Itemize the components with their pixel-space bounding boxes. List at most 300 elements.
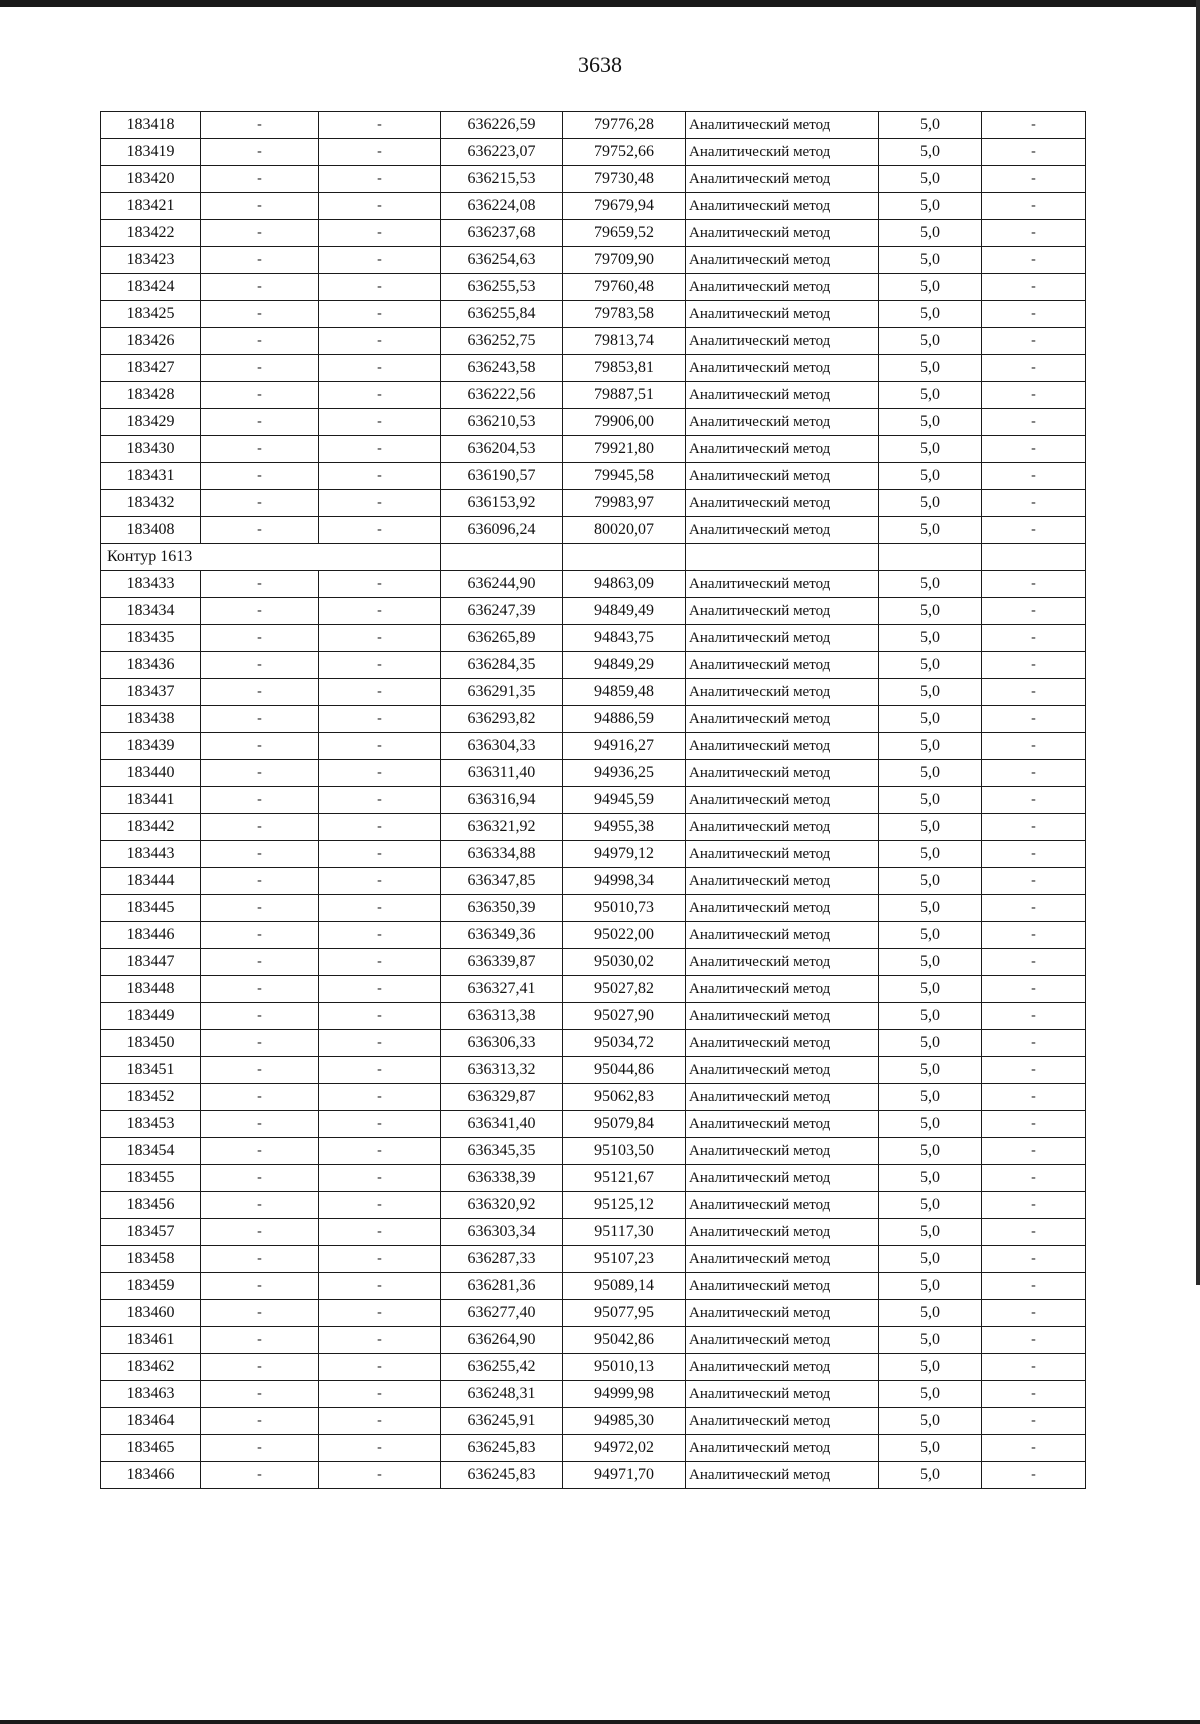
y-coordinate-cell: 94945,59 [563, 787, 686, 814]
empty-mark-cell: - [201, 1219, 319, 1246]
point-id-cell: 183419 [101, 139, 201, 166]
table-row [101, 949, 1086, 976]
x-coordinate-cell: 636204,53 [441, 436, 563, 463]
table-row [101, 787, 1086, 814]
y-coordinate-cell: 95089,14 [563, 1273, 686, 1300]
y-coordinate-cell: 95062,83 [563, 1084, 686, 1111]
table-row [101, 733, 1086, 760]
point-id-cell: 183448 [101, 976, 201, 1003]
table-row [101, 598, 1086, 625]
empty-mark-cell: - [201, 1111, 319, 1138]
method-cell: Аналитический метод [686, 436, 879, 463]
empty-mark-cell: - [319, 625, 441, 652]
point-id-cell: 183440 [101, 760, 201, 787]
y-coordinate-cell: 79783,58 [563, 301, 686, 328]
y-coordinate-cell: 95010,13 [563, 1354, 686, 1381]
accuracy-cell: 5,0 [879, 436, 982, 463]
y-coordinate-cell: 95044,86 [563, 1057, 686, 1084]
empty-mark-cell: - [201, 1084, 319, 1111]
table-row [101, 868, 1086, 895]
table-row [101, 139, 1086, 166]
empty-mark-cell: - [201, 301, 319, 328]
y-coordinate-cell: 95121,67 [563, 1165, 686, 1192]
method-cell: Аналитический метод [686, 1435, 879, 1462]
empty-mark-cell: - [319, 760, 441, 787]
empty-mark-cell: - [982, 193, 1086, 220]
accuracy-cell: 5,0 [879, 760, 982, 787]
point-id-cell: 183460 [101, 1300, 201, 1327]
table-row [101, 625, 1086, 652]
point-id-cell: 183431 [101, 463, 201, 490]
y-coordinate-cell: 95010,73 [563, 895, 686, 922]
point-id-cell: 183446 [101, 922, 201, 949]
accuracy-cell: 5,0 [879, 949, 982, 976]
point-id-cell: 183429 [101, 409, 201, 436]
empty-mark-cell: - [982, 490, 1086, 517]
empty-mark-cell: - [982, 463, 1086, 490]
x-coordinate-cell: 636321,92 [441, 814, 563, 841]
empty-mark-cell: - [982, 814, 1086, 841]
empty-mark-cell: - [982, 949, 1086, 976]
empty-mark-cell: - [201, 1408, 319, 1435]
accuracy-cell: 5,0 [879, 463, 982, 490]
accuracy-cell: 5,0 [879, 355, 982, 382]
method-cell: Аналитический метод [686, 382, 879, 409]
table-row [101, 490, 1086, 517]
accuracy-cell: 5,0 [879, 301, 982, 328]
empty-mark-cell: - [982, 247, 1086, 274]
accuracy-cell: 5,0 [879, 625, 982, 652]
x-coordinate-cell: 636345,35 [441, 1138, 563, 1165]
table-row [101, 1462, 1086, 1489]
x-coordinate-cell: 636347,85 [441, 868, 563, 895]
empty-mark-cell: - [319, 436, 441, 463]
method-cell: Аналитический метод [686, 841, 879, 868]
empty-mark-cell: - [982, 1138, 1086, 1165]
accuracy-cell: 5,0 [879, 1111, 982, 1138]
empty-mark-cell: - [319, 1003, 441, 1030]
accuracy-cell: 5,0 [879, 814, 982, 841]
point-id-cell: 183422 [101, 220, 201, 247]
empty-mark-cell: - [319, 1219, 441, 1246]
empty-mark-cell: - [982, 1462, 1086, 1489]
accuracy-cell: 5,0 [879, 139, 982, 166]
method-cell: Аналитический метод [686, 355, 879, 382]
table-row [101, 679, 1086, 706]
contour-label: Контур 1613 [101, 544, 441, 571]
method-cell: Аналитический метод [686, 1354, 879, 1381]
empty-mark-cell: - [201, 1462, 319, 1489]
empty-mark-cell: - [982, 1273, 1086, 1300]
point-id-cell: 183425 [101, 301, 201, 328]
method-cell: Аналитический метод [686, 787, 879, 814]
empty-mark-cell: - [982, 760, 1086, 787]
empty-mark-cell: - [982, 706, 1086, 733]
x-coordinate-cell: 636327,41 [441, 976, 563, 1003]
x-coordinate-cell: 636306,33 [441, 1030, 563, 1057]
method-cell: Аналитический метод [686, 571, 879, 598]
empty-mark-cell: - [201, 1300, 319, 1327]
table-row [101, 1300, 1086, 1327]
empty-mark-cell: - [201, 1192, 319, 1219]
method-cell: Аналитический метод [686, 274, 879, 301]
empty-mark-cell: - [319, 274, 441, 301]
y-coordinate-cell: 79709,90 [563, 247, 686, 274]
point-id-cell: 183452 [101, 1084, 201, 1111]
table-row [101, 274, 1086, 301]
empty-mark-cell: - [982, 1435, 1086, 1462]
empty-mark-cell: - [982, 166, 1086, 193]
empty-mark-cell: - [201, 571, 319, 598]
table-row [101, 1408, 1086, 1435]
table-row [101, 1435, 1086, 1462]
empty-mark-cell: - [319, 382, 441, 409]
empty-mark-cell: - [982, 1381, 1086, 1408]
empty-mark-cell: - [319, 1300, 441, 1327]
point-id-cell: 183450 [101, 1030, 201, 1057]
x-coordinate-cell: 636224,08 [441, 193, 563, 220]
y-coordinate-cell: 95034,72 [563, 1030, 686, 1057]
y-coordinate-cell: 94999,98 [563, 1381, 686, 1408]
empty-mark-cell: - [201, 652, 319, 679]
y-coordinate-cell: 94998,34 [563, 868, 686, 895]
x-coordinate-cell: 636265,89 [441, 625, 563, 652]
coordinates-table [100, 111, 1086, 1489]
point-id-cell: 183430 [101, 436, 201, 463]
accuracy-cell: 5,0 [879, 1462, 982, 1489]
empty-mark-cell: - [319, 1354, 441, 1381]
y-coordinate-cell: 94972,02 [563, 1435, 686, 1462]
x-coordinate-cell: 636311,40 [441, 760, 563, 787]
accuracy-cell: 5,0 [879, 220, 982, 247]
accuracy-cell: 5,0 [879, 1219, 982, 1246]
x-coordinate-cell: 636190,57 [441, 463, 563, 490]
x-coordinate-cell: 636339,87 [441, 949, 563, 976]
point-id-cell: 183454 [101, 1138, 201, 1165]
x-coordinate-cell: 636252,75 [441, 328, 563, 355]
point-id-cell: 183457 [101, 1219, 201, 1246]
point-id-cell: 183463 [101, 1381, 201, 1408]
y-coordinate-cell: 94955,38 [563, 814, 686, 841]
empty-mark-cell: - [319, 247, 441, 274]
empty-mark-cell: - [319, 112, 441, 139]
empty-mark-cell: - [982, 1111, 1086, 1138]
empty-mark-cell: - [982, 274, 1086, 301]
empty-mark-cell: - [982, 328, 1086, 355]
empty-mark-cell: - [319, 1057, 441, 1084]
y-coordinate-cell: 95107,23 [563, 1246, 686, 1273]
x-coordinate-cell: 636313,32 [441, 1057, 563, 1084]
method-cell: Аналитический метод [686, 139, 879, 166]
empty-mark-cell: - [319, 652, 441, 679]
empty-mark-cell: - [201, 382, 319, 409]
scan-edge-bottom [0, 1720, 1200, 1724]
accuracy-cell: 5,0 [879, 706, 982, 733]
point-id-cell: 183443 [101, 841, 201, 868]
empty-mark-cell: - [201, 814, 319, 841]
method-cell: Аналитический метод [686, 1057, 879, 1084]
empty-mark-cell: - [201, 166, 319, 193]
empty-mark-cell: - [201, 1030, 319, 1057]
empty-mark-cell: - [201, 625, 319, 652]
accuracy-cell: 5,0 [879, 1327, 982, 1354]
x-coordinate-cell: 636264,90 [441, 1327, 563, 1354]
method-cell: Аналитический метод [686, 922, 879, 949]
table-row [101, 1327, 1086, 1354]
method-cell: Аналитический метод [686, 625, 879, 652]
method-cell: Аналитический метод [686, 220, 879, 247]
table-row [101, 760, 1086, 787]
empty-mark-cell: - [982, 895, 1086, 922]
empty-mark-cell: - [319, 733, 441, 760]
empty-mark-cell: - [201, 868, 319, 895]
point-id-cell: 183459 [101, 1273, 201, 1300]
x-coordinate-cell: 636255,42 [441, 1354, 563, 1381]
accuracy-cell: 5,0 [879, 1354, 982, 1381]
method-cell: Аналитический метод [686, 1462, 879, 1489]
x-coordinate-cell: 636316,94 [441, 787, 563, 814]
method-cell: Аналитический метод [686, 1300, 879, 1327]
table-row [101, 1273, 1086, 1300]
table-row [101, 1030, 1086, 1057]
method-cell: Аналитический метод [686, 1192, 879, 1219]
empty-mark-cell: - [982, 112, 1086, 139]
empty-mark-cell: - [201, 193, 319, 220]
empty-mark-cell: - [319, 328, 441, 355]
empty-mark-cell: - [201, 409, 319, 436]
table-row [101, 193, 1086, 220]
empty-mark-cell: - [982, 409, 1086, 436]
point-id-cell: 183464 [101, 1408, 201, 1435]
x-coordinate-cell: 636244,90 [441, 571, 563, 598]
method-cell: Аналитический метод [686, 517, 879, 544]
empty-mark-cell: - [982, 1219, 1086, 1246]
x-coordinate-cell: 636304,33 [441, 733, 563, 760]
empty-mark-cell: - [201, 1003, 319, 1030]
table-row [101, 436, 1086, 463]
empty-mark-cell: - [319, 1084, 441, 1111]
point-id-cell: 183441 [101, 787, 201, 814]
method-cell: Аналитический метод [686, 1327, 879, 1354]
accuracy-cell: 5,0 [879, 1165, 982, 1192]
x-coordinate-cell: 636255,84 [441, 301, 563, 328]
empty-mark-cell: - [982, 733, 1086, 760]
y-coordinate-cell: 94916,27 [563, 733, 686, 760]
point-id-cell: 183408 [101, 517, 201, 544]
method-cell: Аналитический метод [686, 976, 879, 1003]
point-id-cell: 183424 [101, 274, 201, 301]
accuracy-cell: 5,0 [879, 274, 982, 301]
table-row [101, 355, 1086, 382]
empty-mark-cell: - [982, 436, 1086, 463]
point-id-cell: 183434 [101, 598, 201, 625]
empty-mark-cell: - [201, 706, 319, 733]
table-row [101, 706, 1086, 733]
accuracy-cell: 5,0 [879, 382, 982, 409]
method-cell: Аналитический метод [686, 328, 879, 355]
method-cell: Аналитический метод [686, 1003, 879, 1030]
empty-mark-cell: - [982, 1084, 1086, 1111]
empty-mark-cell: - [982, 625, 1086, 652]
empty-cell [441, 544, 563, 571]
x-coordinate-cell: 636248,31 [441, 1381, 563, 1408]
point-id-cell: 183466 [101, 1462, 201, 1489]
y-coordinate-cell: 79752,66 [563, 139, 686, 166]
x-coordinate-cell: 636334,88 [441, 841, 563, 868]
empty-mark-cell: - [319, 301, 441, 328]
empty-mark-cell: - [201, 679, 319, 706]
y-coordinate-cell: 95103,50 [563, 1138, 686, 1165]
method-cell: Аналитический метод [686, 463, 879, 490]
accuracy-cell: 5,0 [879, 1435, 982, 1462]
table-row [101, 1165, 1086, 1192]
accuracy-cell: 5,0 [879, 652, 982, 679]
accuracy-cell: 5,0 [879, 787, 982, 814]
table-row [101, 517, 1086, 544]
x-coordinate-cell: 636226,59 [441, 112, 563, 139]
point-id-cell: 183449 [101, 1003, 201, 1030]
table-row [101, 1219, 1086, 1246]
point-id-cell: 183462 [101, 1354, 201, 1381]
method-cell: Аналитический метод [686, 1273, 879, 1300]
empty-mark-cell: - [982, 1192, 1086, 1219]
empty-cell [879, 544, 982, 571]
empty-mark-cell: - [982, 841, 1086, 868]
accuracy-cell: 5,0 [879, 1057, 982, 1084]
empty-cell [982, 544, 1086, 571]
point-id-cell: 183453 [101, 1111, 201, 1138]
y-coordinate-cell: 94849,49 [563, 598, 686, 625]
empty-cell [563, 544, 686, 571]
empty-mark-cell: - [319, 517, 441, 544]
method-cell: Аналитический метод [686, 1084, 879, 1111]
x-coordinate-cell: 636313,38 [441, 1003, 563, 1030]
empty-mark-cell: - [982, 787, 1086, 814]
method-cell: Аналитический метод [686, 679, 879, 706]
method-cell: Аналитический метод [686, 1111, 879, 1138]
empty-mark-cell: - [982, 1246, 1086, 1273]
empty-mark-cell: - [201, 1354, 319, 1381]
empty-cell [686, 544, 879, 571]
accuracy-cell: 5,0 [879, 868, 982, 895]
accuracy-cell: 5,0 [879, 679, 982, 706]
accuracy-cell: 5,0 [879, 1246, 982, 1273]
empty-mark-cell: - [201, 1327, 319, 1354]
empty-mark-cell: - [982, 652, 1086, 679]
method-cell: Аналитический метод [686, 868, 879, 895]
point-id-cell: 183421 [101, 193, 201, 220]
point-id-cell: 183426 [101, 328, 201, 355]
x-coordinate-cell: 636320,92 [441, 1192, 563, 1219]
point-id-cell: 183447 [101, 949, 201, 976]
method-cell: Аналитический метод [686, 1165, 879, 1192]
x-coordinate-cell: 636303,34 [441, 1219, 563, 1246]
point-id-cell: 183456 [101, 1192, 201, 1219]
accuracy-cell: 5,0 [879, 733, 982, 760]
empty-mark-cell: - [319, 166, 441, 193]
method-cell: Аналитический метод [686, 1408, 879, 1435]
table-row [101, 1003, 1086, 1030]
empty-mark-cell: - [319, 1327, 441, 1354]
accuracy-cell: 5,0 [879, 247, 982, 274]
empty-mark-cell: - [201, 787, 319, 814]
table-row [101, 1246, 1086, 1273]
accuracy-cell: 5,0 [879, 1273, 982, 1300]
table-row [101, 1354, 1086, 1381]
x-coordinate-cell: 636245,91 [441, 1408, 563, 1435]
method-cell: Аналитический метод [686, 598, 879, 625]
table-row [101, 220, 1086, 247]
y-coordinate-cell: 79776,28 [563, 112, 686, 139]
empty-mark-cell: - [982, 517, 1086, 544]
empty-mark-cell: - [982, 976, 1086, 1003]
y-coordinate-cell: 94886,59 [563, 706, 686, 733]
point-id-cell: 183445 [101, 895, 201, 922]
point-id-cell: 183427 [101, 355, 201, 382]
table-row [101, 1084, 1086, 1111]
y-coordinate-cell: 95030,02 [563, 949, 686, 976]
empty-mark-cell: - [319, 814, 441, 841]
accuracy-cell: 5,0 [879, 976, 982, 1003]
empty-mark-cell: - [201, 949, 319, 976]
empty-mark-cell: - [201, 1057, 319, 1084]
y-coordinate-cell: 94849,29 [563, 652, 686, 679]
x-coordinate-cell: 636287,33 [441, 1246, 563, 1273]
empty-mark-cell: - [201, 1138, 319, 1165]
accuracy-cell: 5,0 [879, 895, 982, 922]
x-coordinate-cell: 636254,63 [441, 247, 563, 274]
y-coordinate-cell: 79659,52 [563, 220, 686, 247]
y-coordinate-cell: 95117,30 [563, 1219, 686, 1246]
accuracy-cell: 5,0 [879, 1300, 982, 1327]
empty-mark-cell: - [201, 220, 319, 247]
point-id-cell: 183442 [101, 814, 201, 841]
x-coordinate-cell: 636350,39 [441, 895, 563, 922]
empty-mark-cell: - [201, 976, 319, 1003]
accuracy-cell: 5,0 [879, 841, 982, 868]
method-cell: Аналитический метод [686, 1030, 879, 1057]
empty-mark-cell: - [201, 1381, 319, 1408]
table-row [101, 1381, 1086, 1408]
table-row [101, 247, 1086, 274]
table-row [101, 1192, 1086, 1219]
y-coordinate-cell: 95027,90 [563, 1003, 686, 1030]
method-cell: Аналитический метод [686, 1246, 879, 1273]
method-cell: Аналитический метод [686, 706, 879, 733]
empty-mark-cell: - [982, 679, 1086, 706]
accuracy-cell: 5,0 [879, 571, 982, 598]
empty-mark-cell: - [319, 949, 441, 976]
table-row [101, 1138, 1086, 1165]
x-coordinate-cell: 636223,07 [441, 139, 563, 166]
empty-mark-cell: - [982, 1057, 1086, 1084]
accuracy-cell: 5,0 [879, 193, 982, 220]
empty-mark-cell: - [319, 1246, 441, 1273]
contour-header-row [101, 544, 1086, 571]
x-coordinate-cell: 636291,35 [441, 679, 563, 706]
point-id-cell: 183465 [101, 1435, 201, 1462]
accuracy-cell: 5,0 [879, 328, 982, 355]
point-id-cell: 183461 [101, 1327, 201, 1354]
empty-mark-cell: - [201, 247, 319, 274]
accuracy-cell: 5,0 [879, 1408, 982, 1435]
x-coordinate-cell: 636096,24 [441, 517, 563, 544]
accuracy-cell: 5,0 [879, 517, 982, 544]
empty-mark-cell: - [201, 1246, 319, 1273]
accuracy-cell: 5,0 [879, 922, 982, 949]
empty-mark-cell: - [319, 895, 441, 922]
table-row [101, 652, 1086, 679]
